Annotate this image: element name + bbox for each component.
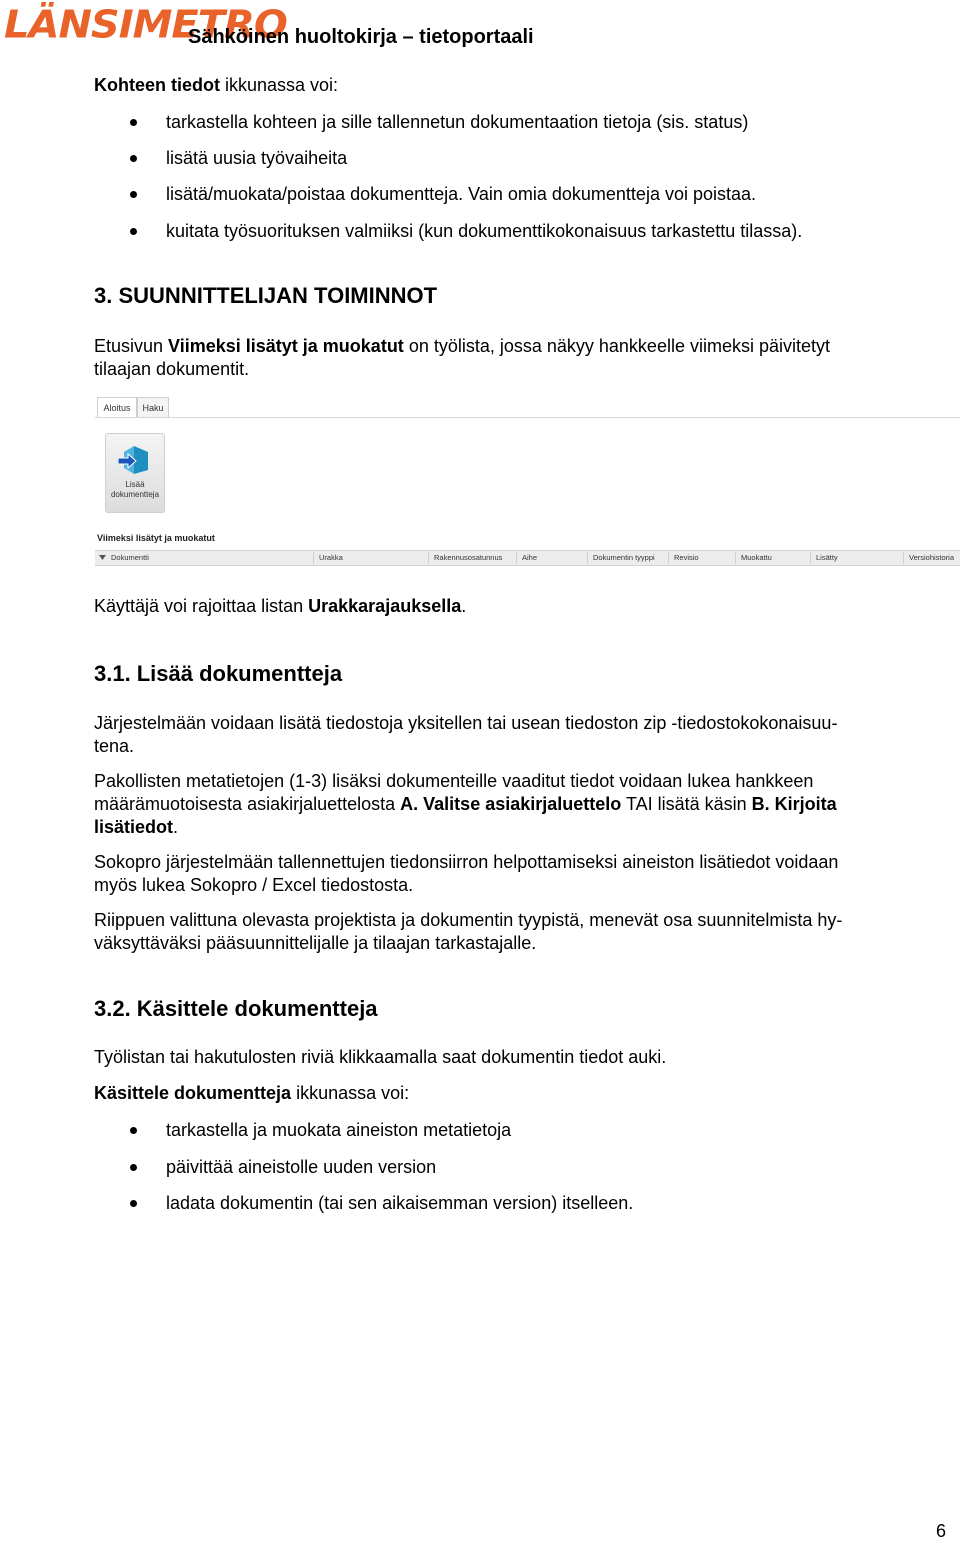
column-header[interactable]: Dokumentti <box>111 553 149 562</box>
paragraph-line: myös lukea Sokopro / Excel tiedostosta. <box>94 875 414 895</box>
intro-bold: Kohteen tiedot <box>94 75 220 95</box>
text-bold: lisätiedot <box>94 817 174 837</box>
column-divider <box>903 552 904 564</box>
bullet-icon <box>130 155 137 162</box>
label-line: Lisää <box>125 480 145 489</box>
list-item: kuitata työsuorituksen valmiiksi (kun dokumenttikokonaisuus tarkastettu tilassa). <box>166 221 803 241</box>
column-divider <box>428 552 429 564</box>
column-divider <box>668 552 669 564</box>
list-item: tarkastella kohteen ja sille tallennetun dokumentaation tietoja (sis. status) <box>166 112 749 132</box>
section-number: 3.1. <box>94 661 131 686</box>
column-divider <box>735 552 736 564</box>
bullet-icon <box>130 119 137 126</box>
column-header[interactable]: Lisätty <box>816 553 838 562</box>
intro-rest: ikkunassa voi: <box>220 75 339 95</box>
text-bold: A. Valitse asiakirjaluettelo <box>400 794 622 814</box>
list-item: lisätä/muokata/poistaa dokumentteja. Vain omia dokumentteja voi poistaa. <box>166 184 757 204</box>
tab-haku[interactable]: Haku <box>137 397 169 418</box>
column-divider <box>587 552 588 564</box>
text-span: Etusivun <box>94 336 169 356</box>
text-span: . <box>173 817 179 837</box>
column-header[interactable]: Rakennusosatunnus <box>434 553 503 562</box>
column-header[interactable]: Revisio <box>674 553 699 562</box>
section-3-2-intro <box>94 1082 409 1105</box>
restrict-paragraph <box>94 595 466 618</box>
tab-divider <box>95 417 960 418</box>
sort-arrow-icon <box>99 555 106 560</box>
paragraph-line: Riippuen valittuna olevasta projektista ja dokumentin tyypistä, menevät osa suunnitelmista hy- <box>94 910 843 930</box>
section-3-1-heading <box>94 661 342 687</box>
paragraph-line: Järjestelmään voidaan lisätä tiedostoja yksitellen tai usean tiedoston zip -tiedostokokonaisuu- <box>94 713 838 733</box>
text-bold: B. Kirjoita <box>751 794 837 814</box>
text-span: TAI lisätä käsin <box>621 794 752 814</box>
list-item: ladata dokumentin (tai sen aikaisemman version) itselleen. <box>166 1193 634 1213</box>
column-divider <box>516 552 517 564</box>
text-bold: Urakkarajauksella <box>308 596 462 616</box>
paragraph-line: Sokopro järjestelmään tallennettujen tiedonsiirron helpottamiseksi aineiston lisätiedot voidaan <box>94 852 839 872</box>
column-header[interactable]: Urakka <box>319 553 343 562</box>
text-bold: Viimeksi lisätyt ja muokatut <box>168 336 404 356</box>
label-line: dokumentteja <box>110 490 160 499</box>
add-document-icon <box>118 444 152 476</box>
paragraph-line: Pakollisten metatietojen (1-3) lisäksi dokumenteille vaaditut tiedot voidaan lukea hankkeen <box>94 771 814 791</box>
text-span: Käyttäjä voi rajoittaa listan <box>94 596 309 616</box>
section-3-2-heading <box>94 996 378 1022</box>
column-divider <box>313 552 314 564</box>
section-title: SUUNNITTELIJAN TOIMINNOT <box>118 283 438 308</box>
text-span: . <box>461 596 467 616</box>
bullet-icon <box>130 1127 137 1134</box>
paragraph-line: tena. <box>94 736 135 756</box>
bullet-icon <box>130 191 137 198</box>
column-header[interactable]: Dokumentin tyyppi <box>593 553 655 562</box>
list-item: tarkastella ja muokata aineiston metatietoja <box>166 1120 512 1140</box>
table-header <box>95 550 960 566</box>
page-header-title: Sähköinen huoltokirja – tietoportaali <box>188 26 534 48</box>
section-title: Lisää dokumentteja <box>136 661 343 686</box>
column-divider <box>810 552 811 564</box>
bullet-icon <box>130 228 137 235</box>
lansimetro-logo: LÄNSIMETRO <box>4 3 287 47</box>
text-bold: Käsittele dokumentteja <box>94 1083 292 1103</box>
text-span: on työlista, jossa näkyy hankkeelle viimeksi päivitetyt <box>403 336 831 356</box>
add-documents-label <box>108 480 162 500</box>
add-documents-button[interactable] <box>105 433 165 513</box>
paragraph-line <box>94 816 178 839</box>
section-number: 3.2. <box>94 996 131 1021</box>
list-item: päivittää aineistolle uuden version <box>166 1157 437 1177</box>
text-span: ikkunassa voi: <box>291 1083 410 1103</box>
column-header[interactable]: Aihe <box>522 553 538 562</box>
page-number: 6 <box>935 1521 946 1541</box>
paragraph-line: Työlistan tai hakutulosten riviä klikkaamalla saat dokumentin tiedot auki. <box>94 1047 667 1067</box>
section-3-paragraph <box>94 335 830 358</box>
column-header[interactable]: Muokattu <box>741 553 772 562</box>
section-number: 3. <box>94 283 113 308</box>
section-3-paragraph-line2: tilaajan dokumentit. <box>94 359 250 379</box>
column-header[interactable]: Versiohistoria <box>909 553 955 562</box>
bullet-icon <box>130 1164 137 1171</box>
recent-section-title: Viimeksi lisätyt ja muokatut <box>97 533 215 543</box>
intro-line <box>94 74 338 97</box>
section-3-heading <box>94 283 437 309</box>
paragraph-line: väksyttäväksi pääsuunnittelijalle ja tilaajan tarkastajalle. <box>94 933 537 953</box>
bullet-icon <box>130 1200 137 1207</box>
tab-aloitus[interactable]: Aloitus <box>97 397 137 418</box>
paragraph-line <box>94 793 837 816</box>
section-title: Käsittele dokumentteja <box>136 996 378 1021</box>
app-screenshot <box>95 393 960 573</box>
list-item: lisätä uusia työvaiheita <box>166 148 348 168</box>
text-span: määrämuotoisesta asiakirjaluettelosta <box>94 794 401 814</box>
